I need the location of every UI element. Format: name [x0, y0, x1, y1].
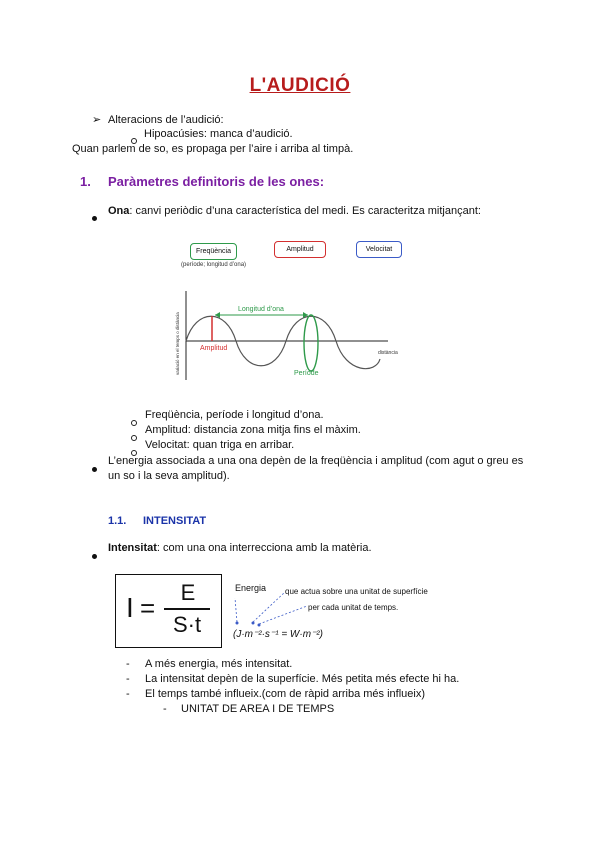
bullet-icon	[92, 208, 97, 226]
intensitat-term: Intensitat	[108, 542, 157, 554]
ona-term: Ona	[108, 205, 130, 217]
arrow-bullet-icon: ➢	[92, 114, 102, 126]
dash-icon: -	[126, 688, 130, 700]
arrow-energia	[235, 598, 237, 622]
sub-item-1: Freqüència, període i longitud d’ona.	[145, 409, 324, 421]
dash-item-3: El temps també influeix.(com de ràpid arriba més influeix)	[145, 688, 426, 700]
arrow-superficie	[253, 592, 285, 622]
formula-denominator: S·t	[172, 612, 202, 637]
intro-paragraph: Quan parlem de so, es propaga per l’aire i arriba al timpà.	[72, 143, 354, 155]
amplitude-label: Amplitud	[200, 345, 228, 352]
period-loop	[304, 315, 318, 371]
intensitat-definition	[108, 542, 372, 555]
formula-units: (J·m⁻²·s⁻¹ = W·m⁻²)	[233, 629, 323, 640]
dash-icon: -	[126, 658, 130, 670]
period-label: Període	[294, 370, 319, 377]
section11-number: 1.1.	[108, 515, 127, 527]
box-velocitat: Velocitat	[356, 241, 402, 258]
x-axis-label: distància	[378, 350, 398, 356]
arrow-temps	[259, 606, 307, 624]
formula-box	[115, 574, 222, 648]
box-frequencia: Freqüència	[190, 243, 237, 260]
energy-line-1: L’energia associada a una ona depèn de la freqüència i amplitud (com agut o greu es	[108, 455, 524, 467]
label-energia: Energia	[235, 583, 267, 593]
dash-icon: -	[163, 703, 167, 715]
sub-item-2: Amplitud: distancia zona mitja fins el màxim.	[145, 424, 361, 436]
box-frequencia-sub: (període; longitud d’ona)	[181, 262, 247, 268]
wave-diagram	[170, 285, 410, 385]
wave-curve	[186, 316, 380, 368]
label-superficie: que actua sobre una unitat de superfície	[285, 587, 428, 596]
wavelength-label: Longitud d’ona	[238, 306, 284, 313]
box-amplitud: Amplitud	[274, 241, 326, 258]
section1-number: 1.	[80, 174, 91, 189]
sub-item-3: Velocitat: quan triga en arribar.	[145, 439, 295, 451]
intensitat-text: : com una ona interrecciona amb la matèria.	[156, 542, 372, 554]
dash-item-1: A més energia, més intensitat.	[145, 658, 293, 670]
formula-numerator: E	[180, 580, 196, 605]
dash-item-2: La intensitat depèn de la superfície. Més petita més efecte hi ha.	[145, 673, 460, 685]
intro-arrow-item: Alteracions de l’audició:	[108, 114, 224, 126]
section11-heading: INTENSITAT	[143, 515, 207, 527]
formula-equals: =	[140, 593, 156, 623]
intro-sub-item: Hipoacúsies: manca d’audició.	[144, 128, 293, 140]
ona-text: : canvi periòdic d’una característica del medi. Es caracteritza mitjançant:	[129, 205, 481, 217]
dash-icon: -	[126, 673, 130, 685]
ona-definition	[108, 205, 481, 218]
nested-item: UNITAT DE AREA I DE TEMPS	[181, 703, 335, 715]
bullet-icon	[92, 459, 97, 477]
page-title: L'AUDICIÓ	[249, 75, 351, 96]
bullet-icon	[92, 546, 97, 564]
formula-fraction-bar	[164, 608, 210, 610]
formula-lhs: I	[126, 592, 134, 623]
section1-heading: Paràmetres definitoris de les ones:	[108, 174, 325, 189]
label-temps: per cada unitat de temps.	[308, 603, 399, 612]
y-axis-label: variació en el temps o distància	[175, 312, 180, 375]
energy-line-2: un so i la seva amplitud).	[108, 470, 230, 482]
